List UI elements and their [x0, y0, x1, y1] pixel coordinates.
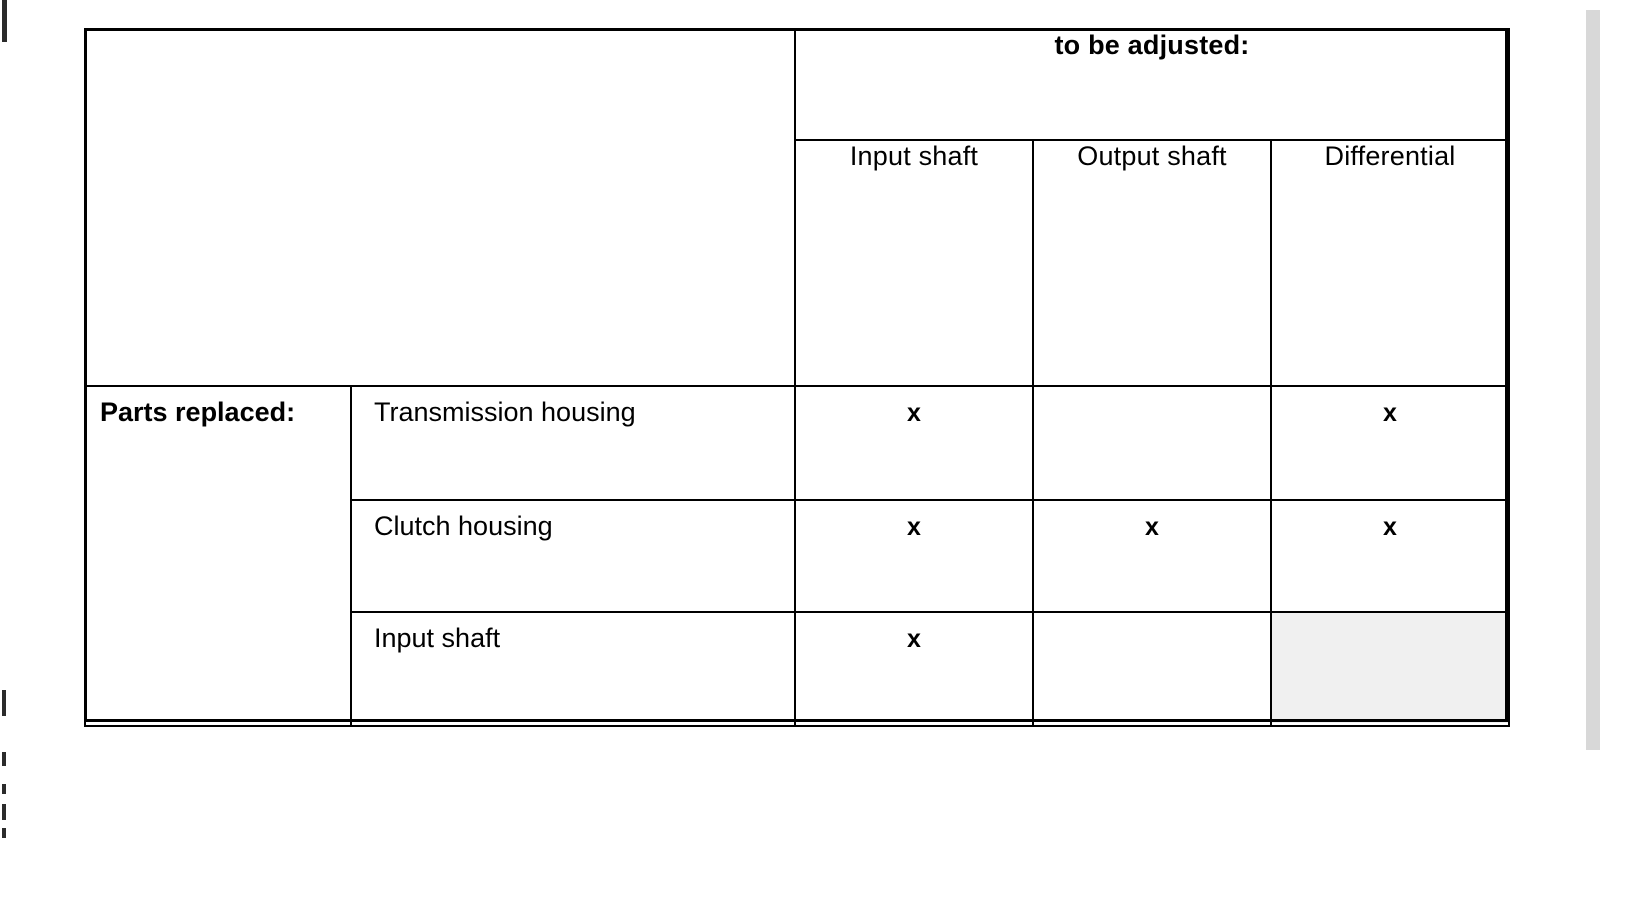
mark-cell — [1034, 387, 1270, 499]
mark-cell: x — [907, 399, 921, 427]
marks-column-differential — [1271, 386, 1509, 726]
marks-column-output-shaft — [1033, 386, 1271, 726]
column-header-input-shaft: Input shaft — [795, 140, 1033, 386]
row-label-input-shaft: Input shaft — [352, 611, 794, 723]
mark-cell — [1034, 611, 1270, 723]
adjustment-matrix-table — [84, 28, 1508, 727]
header-corner-blank — [85, 29, 795, 386]
table-body-row — [85, 386, 1509, 726]
scan-edge-strip — [0, 0, 14, 922]
column-header-differential: Differential — [1271, 140, 1509, 386]
row-label-transmission-housing: Transmission housing — [374, 397, 636, 427]
mark-cell — [1272, 611, 1508, 723]
page-edge-shadow — [1586, 10, 1600, 750]
scan-artifact-mark — [2, 0, 7, 42]
header-group-label: to be adjusted: — [795, 29, 1509, 140]
row-label-clutch-housing: Clutch housing — [352, 499, 794, 611]
scan-artifact-mark — [2, 784, 6, 794]
table-header-row-group — [85, 29, 1509, 140]
mark-cell: x — [1383, 399, 1397, 427]
mark-cell: x — [796, 611, 1032, 723]
row-group-label: Parts replaced: — [100, 397, 296, 427]
scan-artifact-mark — [2, 752, 6, 766]
scan-artifact-mark — [2, 690, 6, 716]
scan-artifact-mark — [2, 804, 6, 820]
mark-cell: x — [1034, 499, 1270, 611]
column-header-output-shaft: Output shaft — [1033, 140, 1271, 386]
scan-artifact-mark — [2, 828, 6, 838]
row-group-parts-replaced — [85, 386, 795, 726]
parts-name-stack — [350, 387, 794, 725]
mark-cell: x — [796, 499, 1032, 611]
marks-column-input-shaft — [795, 386, 1033, 726]
mark-cell: x — [1272, 499, 1508, 611]
